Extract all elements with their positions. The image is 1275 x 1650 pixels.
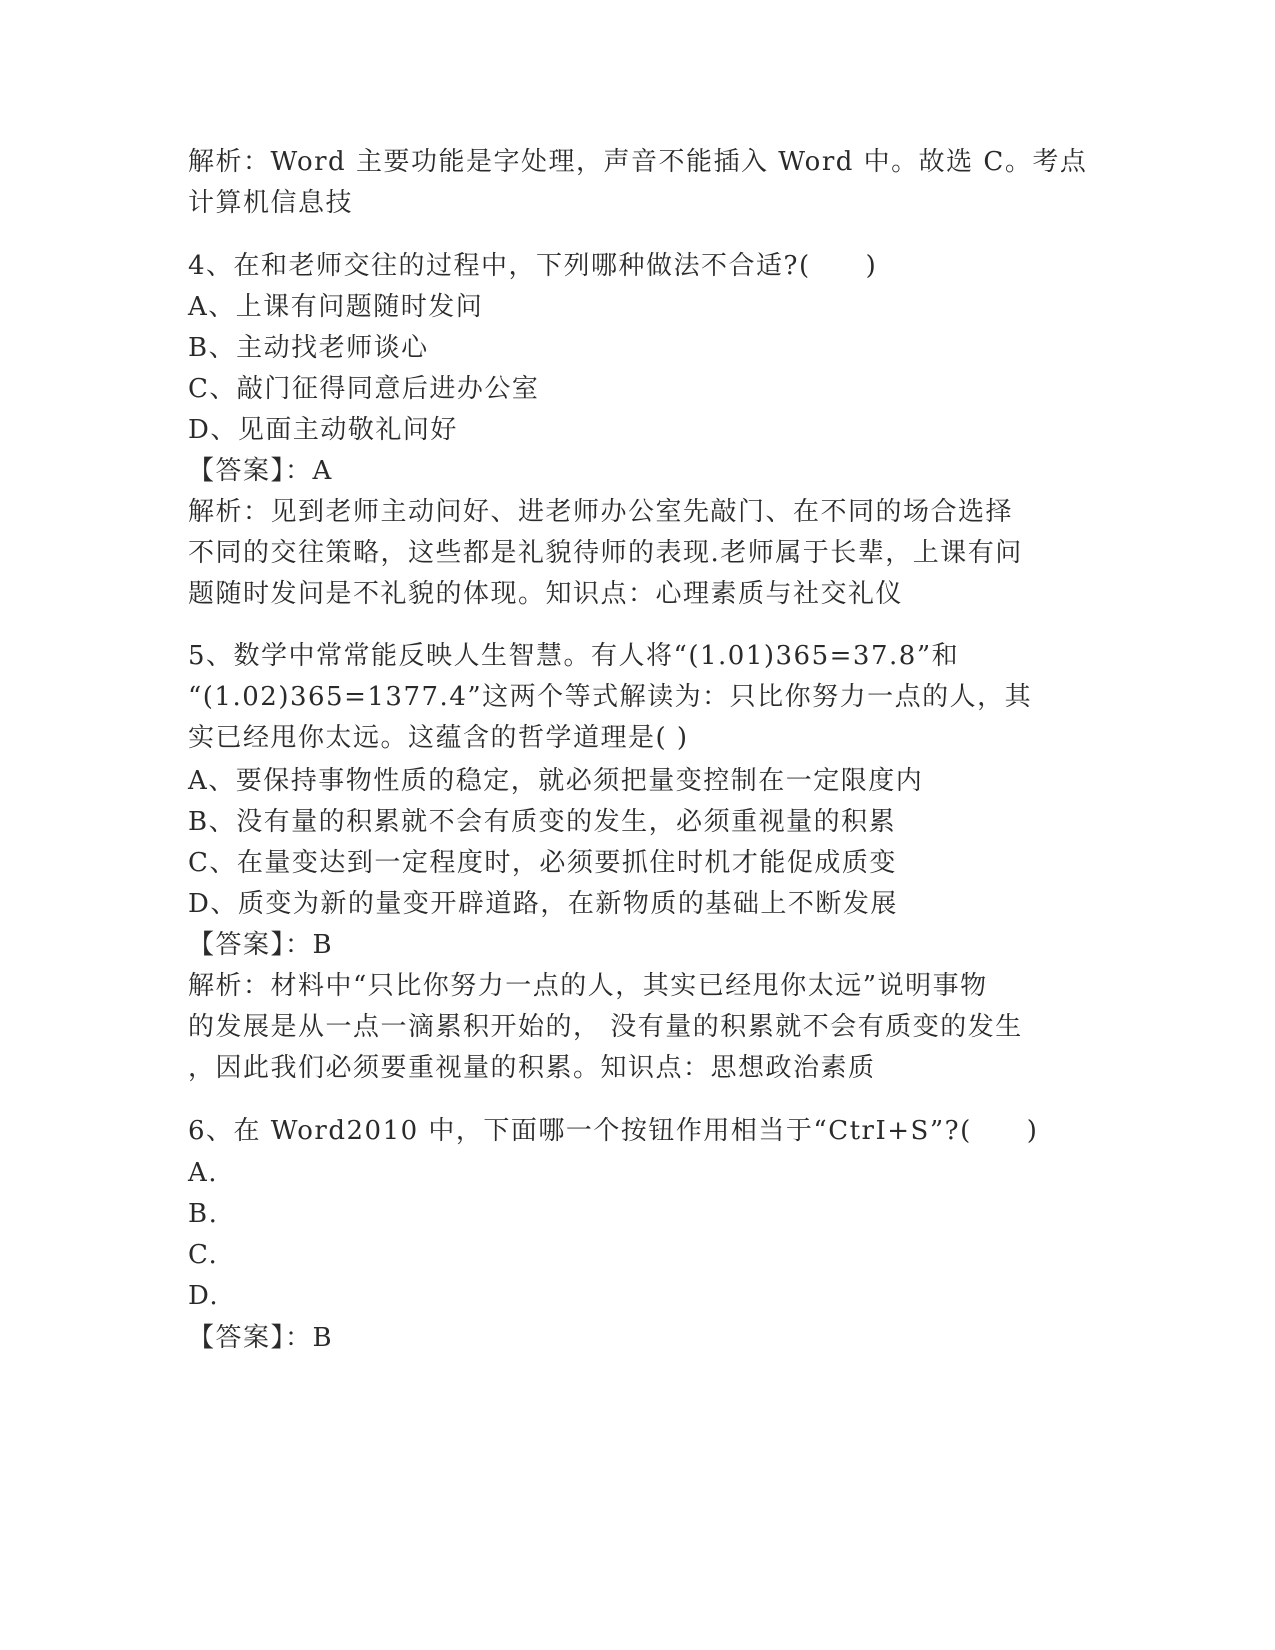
q6-option-c: C. <box>188 1240 219 1270</box>
q3-analysis-line-1: 解析：Word 主要功能是字处理，声音不能插入 Word 中。故选 C。考点 <box>188 147 1088 177</box>
q6-question: 6、在 Word2010 中，下面哪一个按钮作用相当于“CtrI+S”?( ) <box>188 1116 1039 1146</box>
q4-answer: 【答案】：A <box>188 456 333 486</box>
q5-option-a: A、要保持事物性质的稳定，就必须把量变控制在一定限度内 <box>188 766 924 796</box>
q5-option-b: B、没有量的积累就不会有质变的发生，必须重视量的积累 <box>188 807 897 837</box>
q4-option-b: B、主动找老师谈心 <box>188 333 429 363</box>
q5-analysis-line-2: 的发展是从一点一滴累积开始的， 没有量的积累就不会有质变的发生 <box>188 1012 1023 1042</box>
q5-option-c: C、在量变达到一定程度时，必须要抓住时机才能促成质变 <box>188 848 897 878</box>
q4-option-d: D、见面主动敬礼问好 <box>188 415 458 445</box>
q5-option-d: D、质变为新的量变开辟道路，在新物质的基础上不断发展 <box>188 889 898 919</box>
q4-question: 4、在和老师交往的过程中，下列哪种做法不合适?( ) <box>188 251 878 281</box>
q6-option-b: B. <box>188 1199 219 1229</box>
q6-option-d: D. <box>188 1281 220 1311</box>
q5-analysis-line-3: ，因此我们必须要重视量的积累。知识点：思想政治素质 <box>188 1053 876 1083</box>
q5-question-line-3: 实已经甩你太远。这蕴含的哲学道理是( ) <box>188 723 689 753</box>
q4-option-c: C、敲门征得同意后进办公室 <box>188 374 540 404</box>
q4-analysis-line-3: 题随时发问是不礼貌的体现。知识点：心理素质与社交礼仪 <box>188 579 904 609</box>
q4-analysis-line-2: 不同的交往策略，这些都是礼貌待师的表现.老师属于长辈，上课有问 <box>188 538 1023 568</box>
q6-option-a: A. <box>188 1158 219 1188</box>
q6-answer: 【答案】：B <box>188 1323 334 1353</box>
q5-question-line-1: 5、数学中常常能反映人生智慧。有人将“(1.01)365=37.8”和 <box>188 641 960 671</box>
q5-question-line-2: “(1.02)365=1377.4”这两个等式解读为：只比你努力一点的人，其 <box>188 682 1033 712</box>
q3-analysis-line-2: 计算机信息技 <box>188 188 354 218</box>
q5-analysis-line-1: 解析：材料中“只比你努力一点的人，其实已经甩你太远”说明事物 <box>188 971 988 1001</box>
q5-answer: 【答案】：B <box>188 930 334 960</box>
q4-option-a: A、上课有问题随时发问 <box>188 292 484 322</box>
q4-analysis-line-1: 解析：见到老师主动问好、进老师办公室先敲门、在不同的场合选择 <box>188 497 1014 527</box>
